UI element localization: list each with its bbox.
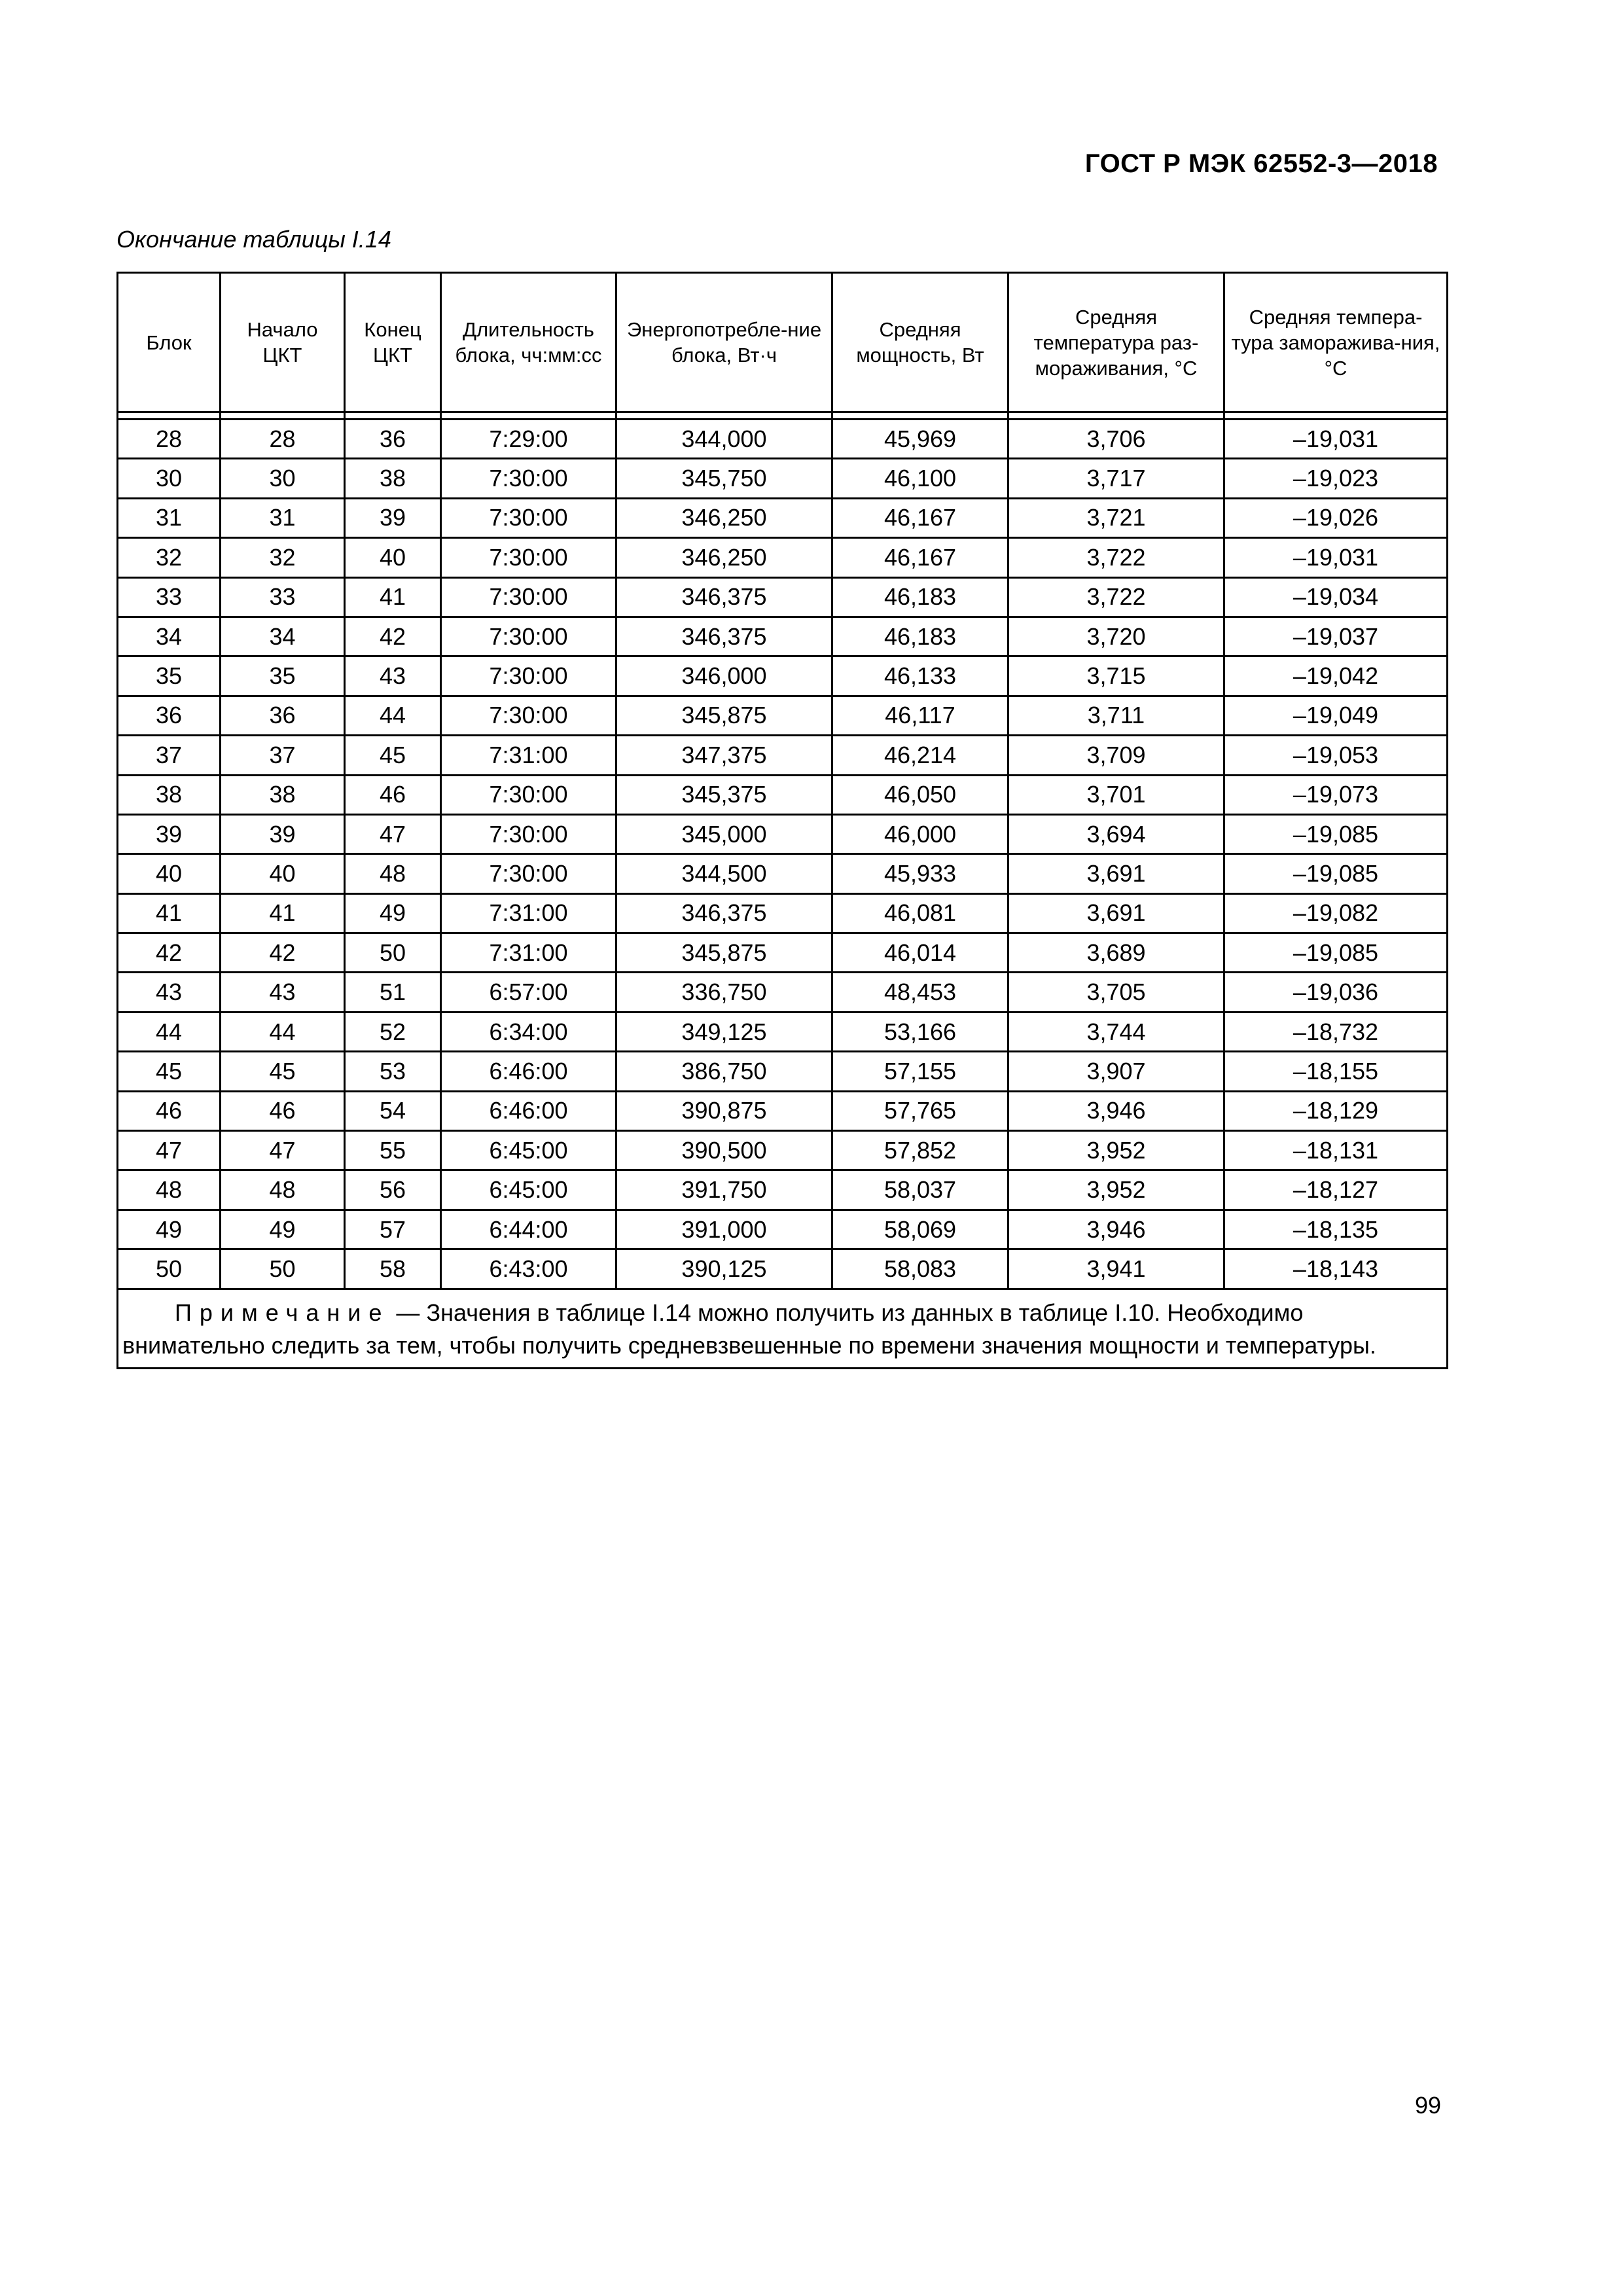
cell-freeze-temp: –19,085 [1224,933,1448,973]
cell-freeze-temp: –19,034 [1224,577,1448,617]
cell-avg-power: 46,081 [832,893,1008,933]
cell-defrost-temp: 3,705 [1008,973,1224,1012]
cell-duration: 7:31:00 [441,933,616,973]
cell-energy: 345,750 [616,459,832,498]
cell-block: 47 [118,1131,221,1170]
cell-energy: 346,000 [616,656,832,696]
cell-energy: 336,750 [616,973,832,1012]
cell-cycle-start: 35 [221,656,345,696]
cell-cycle-end: 43 [345,656,441,696]
cell-cycle-start: 41 [221,893,345,933]
cell-energy: 390,875 [616,1091,832,1130]
cell-block: 28 [118,420,221,459]
cell-cycle-end: 52 [345,1012,441,1051]
cell-block: 38 [118,775,221,814]
cell-avg-power: 58,069 [832,1210,1008,1249]
cell-freeze-temp: –19,053 [1224,736,1448,775]
cell-duration: 6:46:00 [441,1091,616,1130]
cell-block: 43 [118,973,221,1012]
cell-freeze-temp: –18,135 [1224,1210,1448,1249]
cell-block: 50 [118,1249,221,1289]
cell-cycle-end: 45 [345,736,441,775]
cell-cycle-start: 34 [221,617,345,656]
cell-avg-power: 46,214 [832,736,1008,775]
table-row [118,656,1448,696]
cell-cycle-start: 46 [221,1091,345,1130]
cell-defrost-temp: 3,694 [1008,814,1224,853]
cell-duration: 6:43:00 [441,1249,616,1289]
table-row [118,1170,1448,1210]
cell-block: 31 [118,498,221,537]
cell-duration: 7:31:00 [441,736,616,775]
cell-avg-power: 46,167 [832,538,1008,577]
table-row [118,1131,1448,1170]
table-row [118,973,1448,1012]
cell-block: 42 [118,933,221,973]
data-table [116,272,1448,1369]
table-row [118,1052,1448,1091]
cell-block: 36 [118,696,221,735]
cell-cycle-start: 31 [221,498,345,537]
table-row [118,1091,1448,1130]
cell-freeze-temp: –19,036 [1224,973,1448,1012]
cell-defrost-temp: 3,952 [1008,1131,1224,1170]
cell-cycle-start: 43 [221,973,345,1012]
cell-cycle-end: 40 [345,538,441,577]
cell-freeze-temp: –18,732 [1224,1012,1448,1051]
cell-cycle-end: 51 [345,973,441,1012]
cell-cycle-end: 54 [345,1091,441,1130]
cell-energy: 349,125 [616,1012,832,1051]
cell-cycle-start: 28 [221,420,345,459]
cell-avg-power: 58,037 [832,1170,1008,1210]
note-text: — Значения в таблице I.14 можно получить из данных в таблице I.10. Необходимо внимательно следить за тем, чтобы получить средневзвешенные по времени значения мощности и температуры. [122,1299,1376,1359]
cell-cycle-end: 48 [345,854,441,893]
cell-freeze-temp: –19,031 [1224,538,1448,577]
cell-avg-power: 53,166 [832,1012,1008,1051]
cell-energy: 391,750 [616,1170,832,1210]
cell-defrost-temp: 3,701 [1008,775,1224,814]
table-body [118,420,1448,1289]
header-cell-block: Блок [118,273,221,412]
cell-cycle-end: 57 [345,1210,441,1249]
page-number: 99 [1414,2092,1441,2119]
table-caption: Окончание таблицы I.14 [116,226,391,253]
cell-block: 37 [118,736,221,775]
cell-duration: 7:30:00 [441,775,616,814]
header-cell-energy: Энергопотребле-ние блока, Вт·ч [616,273,832,412]
table-row [118,617,1448,656]
cell-cycle-start: 36 [221,696,345,735]
cell-defrost-temp: 3,722 [1008,577,1224,617]
cell-freeze-temp: –19,049 [1224,696,1448,735]
cell-duration: 7:29:00 [441,420,616,459]
cell-block: 39 [118,814,221,853]
cell-block: 32 [118,538,221,577]
cell-freeze-temp: –19,037 [1224,617,1448,656]
cell-defrost-temp: 3,691 [1008,854,1224,893]
cell-energy: 347,375 [616,736,832,775]
cell-avg-power: 58,083 [832,1249,1008,1289]
cell-duration: 7:30:00 [441,538,616,577]
table-note [118,1289,1448,1368]
cell-cycle-end: 41 [345,577,441,617]
cell-freeze-temp: –19,031 [1224,420,1448,459]
header-cell-defrost-temp: Средняя температура раз-мораживания, °С [1008,273,1224,412]
cell-defrost-temp: 3,717 [1008,459,1224,498]
cell-cycle-start: 38 [221,775,345,814]
cell-freeze-temp: –19,082 [1224,893,1448,933]
cell-cycle-start: 33 [221,577,345,617]
cell-energy: 346,375 [616,577,832,617]
table-row [118,498,1448,537]
cell-cycle-start: 45 [221,1052,345,1091]
cell-defrost-temp: 3,946 [1008,1210,1224,1249]
table-row [118,1210,1448,1249]
note-label: Примечание [175,1299,390,1326]
cell-cycle-end: 46 [345,775,441,814]
header-cell-freeze-temp: Средняя темпера-тура заморажива-ния, °С [1224,273,1448,412]
table-row [118,420,1448,459]
cell-energy: 390,125 [616,1249,832,1289]
cell-freeze-temp: –19,085 [1224,854,1448,893]
cell-duration: 6:34:00 [441,1012,616,1051]
cell-duration: 6:46:00 [441,1052,616,1091]
cell-defrost-temp: 3,744 [1008,1012,1224,1051]
table-row [118,736,1448,775]
cell-energy: 346,375 [616,617,832,656]
table-row [118,814,1448,853]
cell-block: 41 [118,893,221,933]
header-cell-cycle-end: Конец ЦКТ [345,273,441,412]
cell-block: 40 [118,854,221,893]
cell-duration: 7:30:00 [441,577,616,617]
cell-cycle-end: 47 [345,814,441,853]
cell-freeze-temp: –19,023 [1224,459,1448,498]
cell-avg-power: 46,183 [832,617,1008,656]
cell-block: 35 [118,656,221,696]
cell-duration: 7:30:00 [441,617,616,656]
cell-energy: 344,000 [616,420,832,459]
table-row [118,1012,1448,1051]
cell-block: 45 [118,1052,221,1091]
cell-block: 49 [118,1210,221,1249]
table-footer [118,1289,1448,1368]
cell-cycle-start: 49 [221,1210,345,1249]
cell-avg-power: 46,117 [832,696,1008,735]
cell-defrost-temp: 3,689 [1008,933,1224,973]
cell-block: 30 [118,459,221,498]
cell-avg-power: 46,133 [832,656,1008,696]
header-cell-cycle-start: Начало ЦКТ [221,273,345,412]
cell-avg-power: 46,014 [832,933,1008,973]
cell-cycle-end: 38 [345,459,441,498]
cell-cycle-end: 44 [345,696,441,735]
cell-cycle-start: 37 [221,736,345,775]
cell-cycle-end: 42 [345,617,441,656]
cell-duration: 7:31:00 [441,893,616,933]
cell-energy: 346,375 [616,893,832,933]
cell-cycle-start: 50 [221,1249,345,1289]
cell-freeze-temp: –18,131 [1224,1131,1448,1170]
cell-cycle-start: 32 [221,538,345,577]
cell-freeze-temp: –18,155 [1224,1052,1448,1091]
cell-duration: 6:57:00 [441,973,616,1012]
cell-avg-power: 46,167 [832,498,1008,537]
cell-duration: 7:30:00 [441,814,616,853]
cell-avg-power: 57,852 [832,1131,1008,1170]
cell-avg-power: 46,100 [832,459,1008,498]
header-separator [118,412,1448,420]
cell-block: 34 [118,617,221,656]
cell-freeze-temp: –19,042 [1224,656,1448,696]
table-row [118,775,1448,814]
document-header: ГОСТ Р МЭК 62552-3—2018 [1084,149,1438,178]
cell-cycle-end: 55 [345,1131,441,1170]
cell-energy: 345,000 [616,814,832,853]
cell-duration: 7:30:00 [441,656,616,696]
cell-cycle-start: 48 [221,1170,345,1210]
cell-block: 33 [118,577,221,617]
header-cell-duration: Длительность блока, чч:мм:сс [441,273,616,412]
cell-cycle-end: 58 [345,1249,441,1289]
cell-defrost-temp: 3,941 [1008,1249,1224,1289]
cell-defrost-temp: 3,715 [1008,656,1224,696]
cell-defrost-temp: 3,709 [1008,736,1224,775]
cell-freeze-temp: –19,085 [1224,814,1448,853]
cell-cycle-start: 42 [221,933,345,973]
cell-energy: 346,250 [616,538,832,577]
cell-energy: 344,500 [616,854,832,893]
cell-energy: 391,000 [616,1210,832,1249]
cell-defrost-temp: 3,706 [1008,420,1224,459]
table-row [118,459,1448,498]
table-row [118,538,1448,577]
cell-freeze-temp: –18,143 [1224,1249,1448,1289]
cell-energy: 390,500 [616,1131,832,1170]
table-row [118,1249,1448,1289]
cell-duration: 6:45:00 [441,1131,616,1170]
cell-avg-power: 48,453 [832,973,1008,1012]
cell-energy: 345,375 [616,775,832,814]
table-row [118,696,1448,735]
cell-defrost-temp: 3,907 [1008,1052,1224,1091]
cell-freeze-temp: –18,129 [1224,1091,1448,1130]
cell-block: 44 [118,1012,221,1051]
cell-avg-power: 57,765 [832,1091,1008,1130]
cell-cycle-start: 44 [221,1012,345,1051]
table-row [118,577,1448,617]
cell-duration: 6:45:00 [441,1170,616,1210]
table-row [118,893,1448,933]
cell-cycle-start: 40 [221,854,345,893]
cell-defrost-temp: 3,952 [1008,1170,1224,1210]
cell-energy: 346,250 [616,498,832,537]
cell-cycle-end: 49 [345,893,441,933]
cell-defrost-temp: 3,711 [1008,696,1224,735]
cell-avg-power: 45,969 [832,420,1008,459]
cell-avg-power: 46,000 [832,814,1008,853]
cell-defrost-temp: 3,946 [1008,1091,1224,1130]
cell-cycle-end: 56 [345,1170,441,1210]
cell-freeze-temp: –19,073 [1224,775,1448,814]
cell-cycle-end: 53 [345,1052,441,1091]
cell-cycle-start: 39 [221,814,345,853]
cell-cycle-start: 47 [221,1131,345,1170]
cell-block: 48 [118,1170,221,1210]
cell-avg-power: 45,933 [832,854,1008,893]
cell-cycle-start: 30 [221,459,345,498]
cell-avg-power: 46,183 [832,577,1008,617]
table-header [118,273,1448,420]
cell-duration: 7:30:00 [441,854,616,893]
cell-cycle-end: 36 [345,420,441,459]
cell-avg-power: 46,050 [832,775,1008,814]
cell-defrost-temp: 3,720 [1008,617,1224,656]
cell-energy: 386,750 [616,1052,832,1091]
cell-duration: 7:30:00 [441,459,616,498]
cell-freeze-temp: –19,026 [1224,498,1448,537]
cell-duration: 7:30:00 [441,696,616,735]
header-cell-avg-power: Средняя мощность, Вт [832,273,1008,412]
table-row [118,854,1448,893]
cell-energy: 345,875 [616,933,832,973]
cell-duration: 7:30:00 [441,498,616,537]
cell-block: 46 [118,1091,221,1130]
cell-freeze-temp: –18,127 [1224,1170,1448,1210]
cell-cycle-end: 39 [345,498,441,537]
cell-energy: 345,875 [616,696,832,735]
table-row [118,933,1448,973]
cell-duration: 6:44:00 [441,1210,616,1249]
cell-defrost-temp: 3,722 [1008,538,1224,577]
cell-avg-power: 57,155 [832,1052,1008,1091]
cell-cycle-end: 50 [345,933,441,973]
cell-defrost-temp: 3,691 [1008,893,1224,933]
cell-defrost-temp: 3,721 [1008,498,1224,537]
